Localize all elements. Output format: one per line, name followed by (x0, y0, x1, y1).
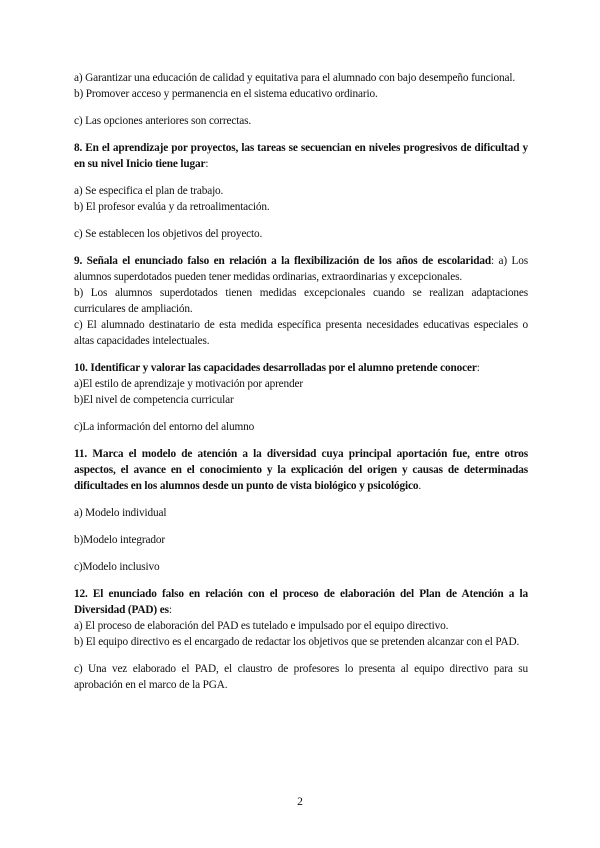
q9-question-suffix: : a) (491, 255, 507, 267)
q9-option-a: Los alumnos superdotados pueden tener medidas ordinarias, extraordinarias y excepcionales. (74, 255, 528, 283)
q10-option-b: b)El nivel de competencia curricular (74, 394, 234, 406)
q12-question-text: 12. El enunciado falso en relación con el proceso de elaboración del Plan de Atención a la Diversidad (PAD) es (74, 588, 528, 616)
q8-question-text: 8. En el aprendizaje por proyectos, las tareas se secuencian en niveles progresivos de dificultad y en su nivel Inicio tiene lugar (74, 142, 528, 170)
q11-option-c: c)Modelo inclusivo (74, 561, 160, 573)
q11-option-b: b)Modelo integrador (74, 534, 165, 546)
q12-option-c: c) Una vez elaborado el PAD, el claustro de profesores lo presenta al equipo directivo para su aprobación en el marco de la PGA. (74, 663, 528, 691)
q7-option-b: b) Promover acceso y permanencia en el sistema educativo ordinario. (74, 88, 378, 100)
q10-question (74, 360, 528, 376)
q12-option-a: a) El proceso de elaboración del PAD es tutelado e impulsado por el equipo directivo. (74, 620, 449, 632)
q11-question-suffix: . (418, 480, 422, 492)
q7-option-c: c) Las opciones anteriores son correctas. (74, 115, 252, 127)
q10-option-c: c)La información del entorno del alumno (74, 421, 255, 433)
q9-question (74, 253, 528, 285)
q9-option-b: b) Los alumnos superdotados tienen medidas excepcionales cuando se realizan adaptaciones curriculares de ampliación. (74, 287, 528, 315)
q8-question (74, 140, 528, 172)
q11-question-text: 11. Marca el modelo de atención a la diversidad cuya principal aportación fue, entre otros aspectos, el avance en el conocimiento y la explicación del origen y causas de determinadas dificultades en los alumnos desde un punto de vista biológico y psicológico (74, 448, 528, 492)
q9-option-c: c) El alumnado destinatario de esta medida específica presenta necesidades educativas especiales o altas capacidades intelectuales. (74, 319, 528, 347)
q8-option-c: c) Se establecen los objetivos del proyecto. (74, 228, 263, 240)
q8-option-b: b) El profesor evalúa y da retroalimentación. (74, 201, 270, 213)
q12-option-b: b) El equipo directivo es el encargado de redactar los objetivos que se pretenden alcanzar con el PAD. (74, 636, 520, 648)
q11-option-a: a) Modelo individual (74, 507, 167, 519)
q8-option-a: a) Se especifica el plan de trabajo. (74, 185, 224, 197)
q9-question-text: 9. Señala el enunciado falso en relación a la flexibilización de los años de escolaridad (74, 255, 492, 267)
document-page (74, 70, 528, 693)
page-number: 2 (297, 796, 303, 808)
q8-question-suffix: : (205, 158, 209, 170)
q10-option-a: a)El estilo de aprendizaje y motivación por aprender (74, 378, 304, 390)
q12-question-suffix: : (168, 604, 172, 616)
q12-question (74, 586, 528, 618)
q10-question-text: 10. Identificar y valorar las capacidades desarrolladas por el alumno pretende conocer (74, 362, 477, 374)
q11-question (74, 446, 528, 494)
q10-question-suffix: : (476, 362, 480, 374)
q7-option-a: a) Garantizar una educación de calidad y equitativa para el alumnado con bajo desempeño funcional. (74, 72, 516, 84)
